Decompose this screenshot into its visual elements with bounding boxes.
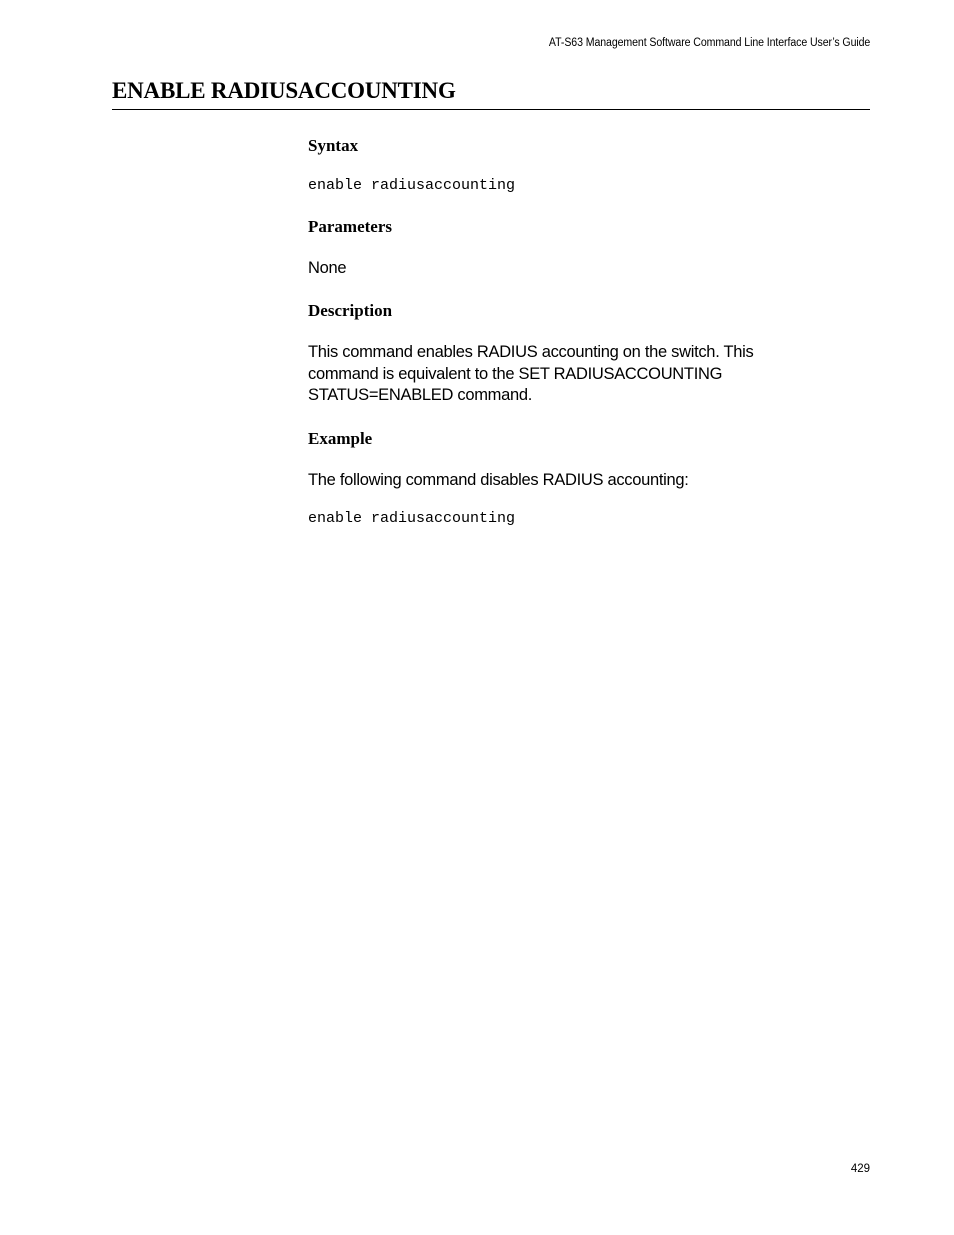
description-line: This command enables RADIUS accounting on the switch. This [308,343,754,361]
description-line: STATUS=ENABLED command. [308,386,533,404]
page-title: ENABLE RADIUSACCOUNTING [112,78,456,103]
description-heading: Description [308,301,393,320]
syntax-heading: Syntax [308,136,359,155]
page-number: 429 [850,1163,870,1175]
example-text: The following command disables RADIUS accounting: [308,471,689,489]
title-rule [112,109,870,110]
parameters-heading: Parameters [308,217,393,236]
example-code: enable radiusaccounting [308,510,516,527]
description-text [308,342,753,407]
running-header: AT-S63 Management Software Command Line Interface User’s Guide [548,37,870,49]
example-heading: Example [308,429,373,448]
description-line: command is equivalent to the SET RADIUSACCOUNTING [308,364,723,383]
syntax-code: enable radiusaccounting [308,177,516,194]
parameters-text: None [308,259,347,277]
